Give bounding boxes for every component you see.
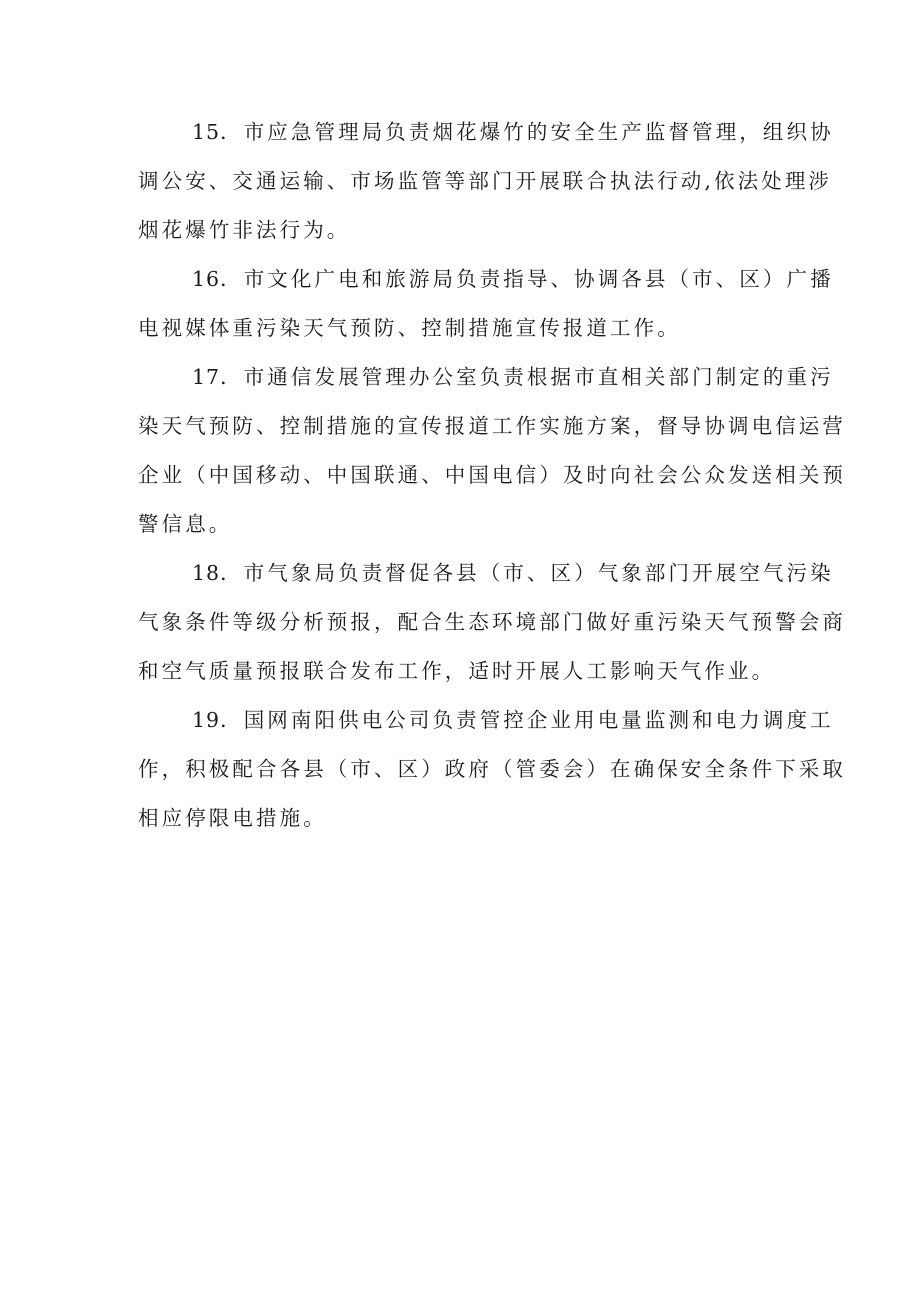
paragraph-15-line-1 — [0, 112, 920, 152]
paragraph-text: ．国网南阳供电公司负责管控企业用电量监测和电力调度工 — [220, 708, 834, 732]
paragraph-18-line-2: 气象条件等级分析预报，配合生态环境部门做好重污染天气预警会商 — [138, 610, 846, 634]
paragraph-19-line-1 — [0, 700, 920, 740]
paragraph-17-line-2: 染天气预防、控制措施的宣传报道工作实施方案，督导协调电信运营 — [138, 414, 846, 438]
item-number: 16 — [192, 267, 221, 291]
item-number: 19 — [192, 708, 221, 732]
paragraph-17-line-4: 警信息。 — [138, 512, 233, 536]
paragraph-text: ．市气象局负责督促各县（市、区）气象部门开展空气污染 — [220, 561, 834, 585]
paragraph-17-line-3: 企业（中国移动、中国联通、中国电信）及时向社会公众发送相关预 — [138, 463, 846, 487]
item-number: 15 — [192, 120, 221, 144]
paragraph-17-line-1 — [0, 357, 920, 397]
paragraph-16-line-1 — [0, 259, 920, 299]
paragraph-text: ．市文化广电和旅游局负责指导、协调各县（市、区）广播 — [220, 267, 834, 291]
paragraph-18-line-3: 和空气质量预报联合发布工作，适时开展人工影响天气作业。 — [138, 659, 776, 683]
paragraph-15-line-2: 调公安、交通运输、市场监管等部门开展联合执法行动,依法处理涉 — [138, 169, 833, 193]
item-number: 17 — [192, 365, 221, 389]
paragraph-19-line-3: 相应停限电措施。 — [138, 806, 327, 830]
paragraph-16-line-2: 电视媒体重污染天气预防、控制措施宣传报道工作。 — [138, 316, 681, 340]
paragraph-15-line-3: 烟花爆竹非法行为。 — [138, 218, 351, 242]
paragraph-19-line-2: 作，积极配合各县（市、区）政府（管委会）在确保安全条件下采取 — [138, 757, 846, 781]
paragraph-18-line-1 — [0, 553, 920, 593]
item-number: 18 — [192, 561, 221, 585]
paragraph-text: ．市应急管理局负责烟花爆竹的安全生产监督管理，组织协 — [220, 120, 834, 144]
paragraph-text: ．市通信发展管理办公室负责根据市直相关部门制定的重污 — [220, 365, 834, 389]
